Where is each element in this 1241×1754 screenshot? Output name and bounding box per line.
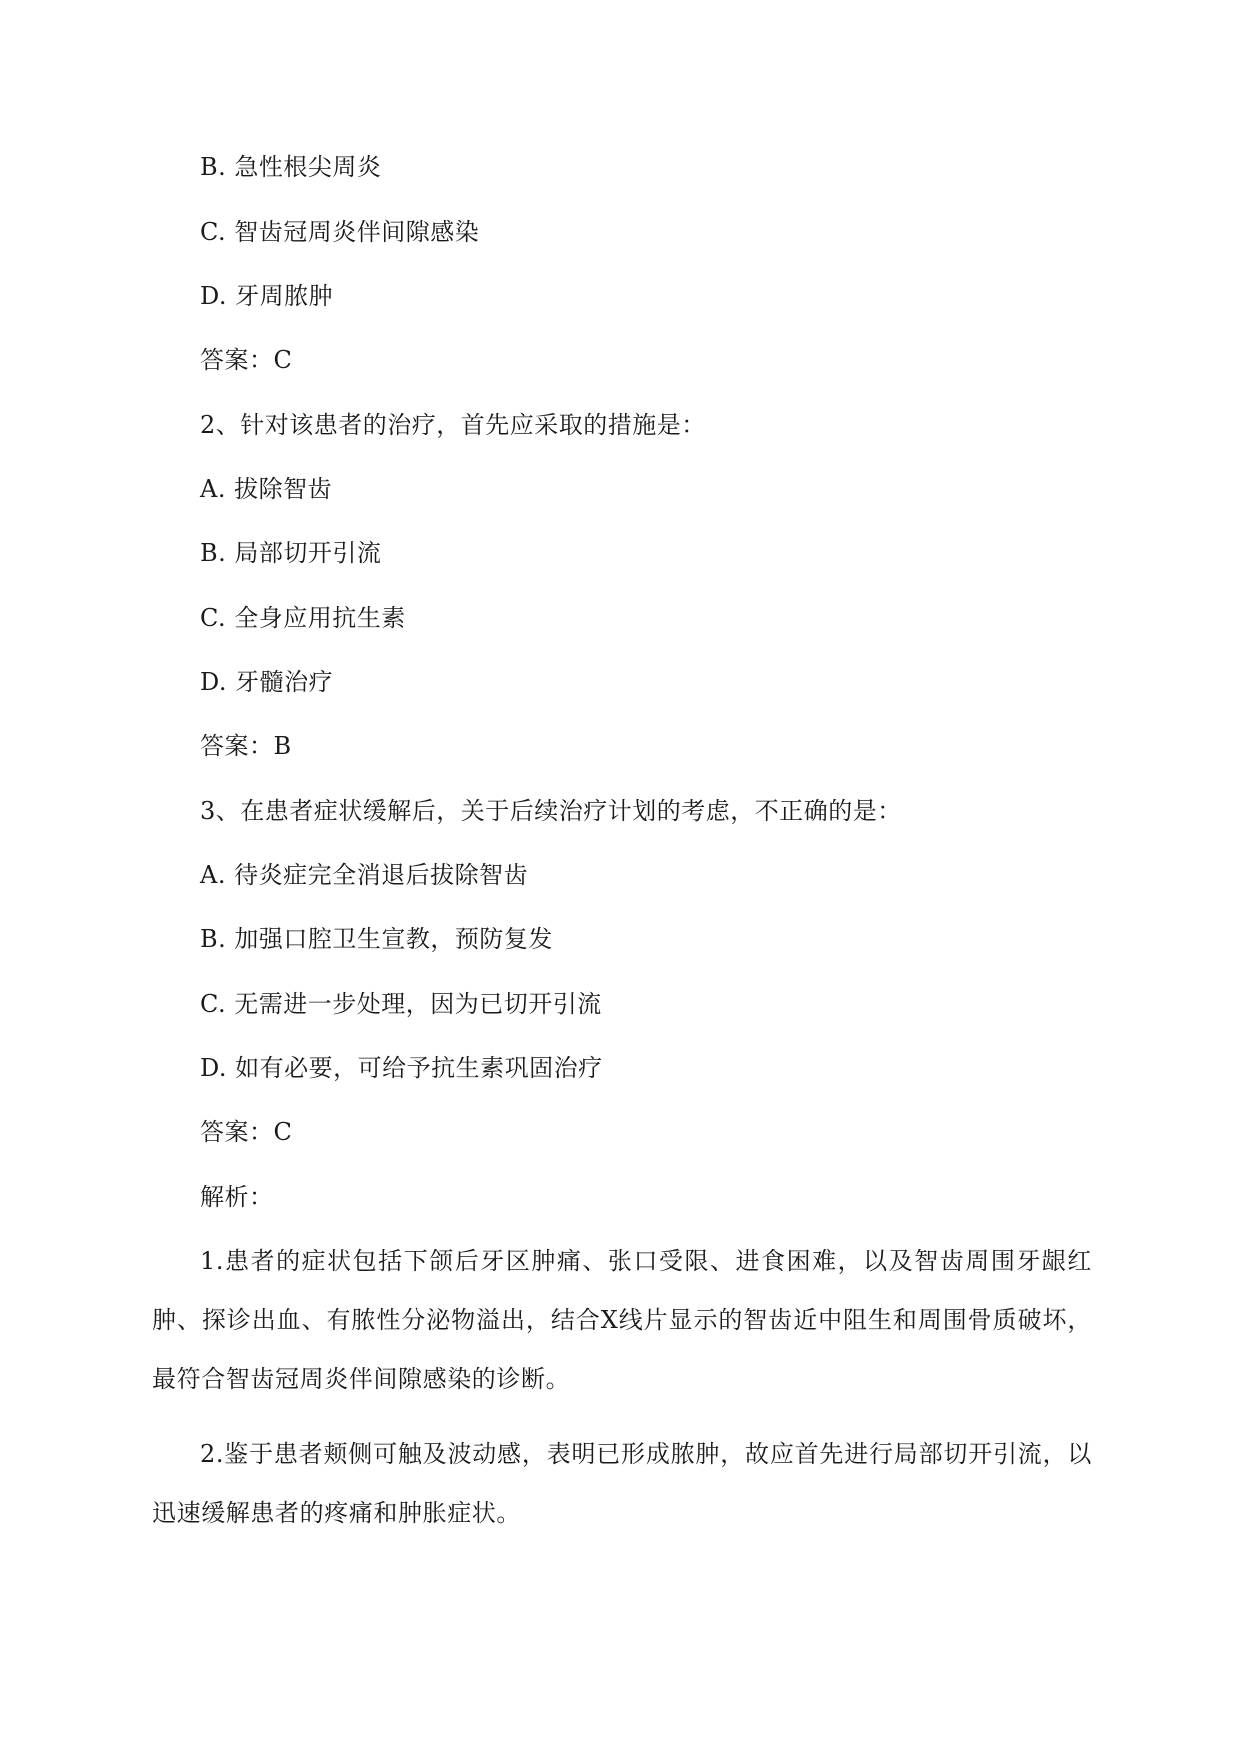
option-b-q3: B. 加强口腔卫生宣教，预防复发 — [200, 925, 553, 953]
answer-q3: 答案：C — [200, 1118, 293, 1146]
analysis-heading: 解析： — [200, 1183, 274, 1211]
option-c-q1: C. 智齿冠周炎伴间隙感染 — [200, 218, 480, 246]
answer-q2: 答案：B — [200, 732, 292, 760]
analysis-paragraph-2: 2.鉴于患者颊侧可触及波动感，表明已形成脓肿，故应首先进行局部切开引流，以迅速缓解患者的疼痛和肿胀症状。 — [152, 1440, 1092, 1527]
option-a-q2: A. 拔除智齿 — [200, 475, 333, 503]
option-a-q3: A. 待炎症完全消退后拔除智齿 — [200, 861, 529, 889]
option-d-q3: D. 如有必要，可给予抗生素巩固治疗 — [200, 1054, 603, 1082]
analysis-paragraph-1: 1.患者的症状包括下颌后牙区肿痛、张口受限、进食困难，以及智齿周围牙龈红肿、探诊出血、有脓性分泌物溢出，结合X线片显示的智齿近中阻生和周围骨质破坏，最符合智齿冠周炎伴间隙感染的诊断。 — [152, 1247, 1092, 1393]
answer-q1: 答案：C — [200, 346, 293, 374]
option-d-q1: D. 牙周脓肿 — [200, 282, 334, 310]
option-d-q2: D. 牙髓治疗 — [200, 668, 334, 696]
option-b-q1: B. 急性根尖周炎 — [200, 153, 382, 181]
question-3: 3、在患者症状缓解后，关于后续治疗计划的考虑，不正确的是： — [200, 797, 902, 825]
question-2: 2、针对该患者的治疗，首先应采取的措施是： — [200, 411, 706, 439]
option-c-q2: C. 全身应用抗生素 — [200, 604, 406, 632]
option-c-q3: C. 无需进一步处理，因为已切开引流 — [200, 990, 602, 1018]
option-b-q2: B. 局部切开引流 — [200, 539, 382, 567]
